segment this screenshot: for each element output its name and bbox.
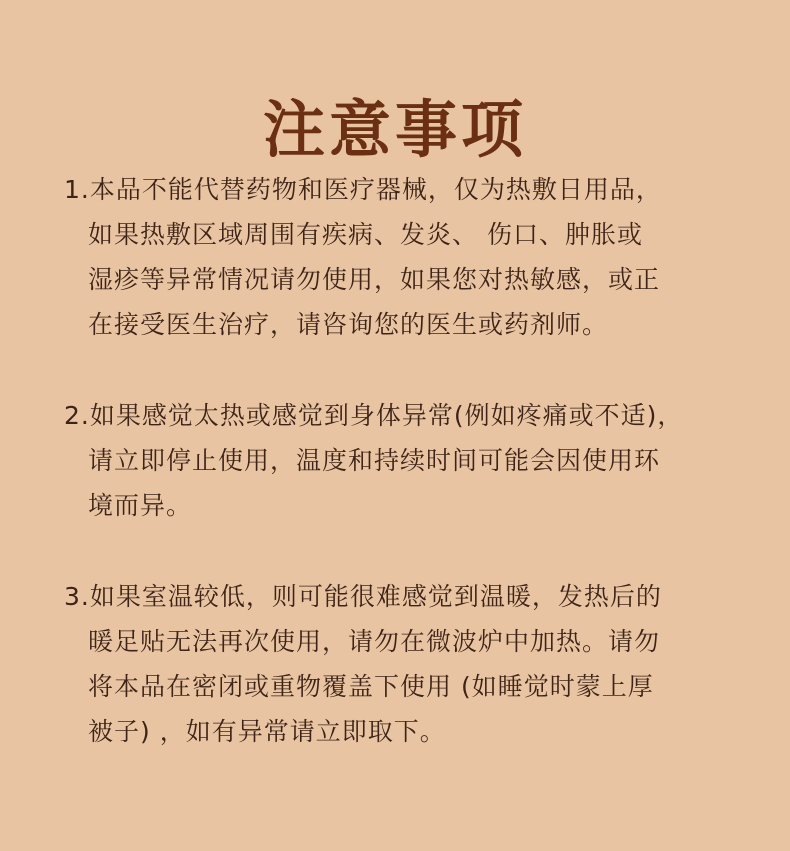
item-line: 湿疹等异常情况请勿使用，如果您对热敏感，或正	[88, 265, 661, 294]
list-item	[64, 393, 744, 528]
item-text: 如果室温较低，则可能很难感觉到温暖，发热后的	[89, 582, 662, 611]
list-item	[64, 167, 744, 347]
item-text: 如果感觉太热或感觉到身体异常(例如疼痛或不适)，	[89, 401, 684, 430]
item-line: 将本品在密闭或重物覆盖下使用 (如睡觉时蒙上厚	[88, 672, 654, 701]
item-line: 请立即停止使用，温度和持续时间可能会因使用环	[88, 446, 661, 475]
item-line: 如果热敷区域周围有疾病、发炎、 伤口、肿胀或	[88, 220, 643, 249]
item-number: 3.	[64, 582, 90, 611]
item-line: 暖足贴无法再次使用，请勿在微波炉中加热。请勿	[88, 627, 661, 656]
list-item	[64, 574, 744, 754]
item-line	[64, 167, 744, 212]
notice-list	[64, 167, 744, 800]
page-title: 注意事项	[262, 92, 527, 166]
item-number: 1.	[64, 175, 90, 204]
item-text: 本品不能代替药物和医疗器械，仅为热敷日用品，	[89, 175, 662, 204]
item-number: 2.	[64, 401, 90, 430]
item-line	[64, 574, 744, 619]
item-line: 境而异。	[88, 491, 193, 520]
item-line: 在接受医生治疗，请咨询您的医生或药剂师。	[88, 310, 609, 339]
item-line: 被子) ，如有异常请立即取下。	[88, 717, 446, 746]
item-line	[64, 393, 744, 438]
